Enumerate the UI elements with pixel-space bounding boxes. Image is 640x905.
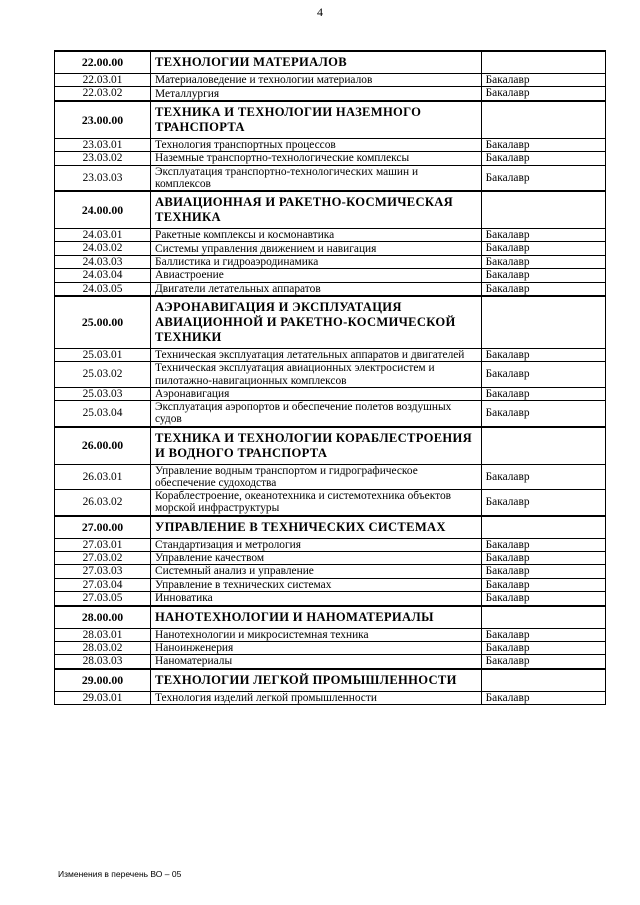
table-row bbox=[55, 349, 606, 362]
specialty-code: 28.03.01 bbox=[55, 628, 151, 641]
degree-level: Бакалавр bbox=[481, 655, 605, 669]
degree-level: Бакалавр bbox=[481, 138, 605, 151]
table-row bbox=[55, 578, 606, 591]
specialty-name: Управление в технических системах bbox=[151, 578, 482, 591]
specialty-code: 27.03.03 bbox=[55, 565, 151, 578]
table-row bbox=[55, 490, 606, 516]
table-row bbox=[55, 628, 606, 641]
specialty-name: Техническая эксплуатация летательных аппаратов и двигателей bbox=[151, 349, 482, 362]
specialty-code: 23.03.01 bbox=[55, 138, 151, 151]
specialty-name: Техническая эксплуатация авиационных электросистем и пилотажно-навигационных комплексов bbox=[151, 362, 482, 387]
specialty-name: Наноинженерия bbox=[151, 641, 482, 654]
group-level-empty bbox=[481, 606, 605, 629]
table-row bbox=[55, 282, 606, 296]
specialty-name: Эксплуатация аэропортов и обеспечение полетов воздушных судов bbox=[151, 401, 482, 427]
degree-level: Бакалавр bbox=[481, 269, 605, 282]
degree-level: Бакалавр bbox=[481, 490, 605, 516]
degree-level: Бакалавр bbox=[481, 538, 605, 551]
table-row bbox=[55, 655, 606, 669]
specialty-name: Авиастроение bbox=[151, 269, 482, 282]
group-level-empty bbox=[481, 516, 605, 539]
table-row bbox=[55, 592, 606, 606]
group-name: УПРАВЛЕНИЕ В ТЕХНИЧЕСКИХ СИСТЕМАХ bbox=[151, 516, 482, 539]
table-row bbox=[55, 152, 606, 165]
degree-level: Бакалавр bbox=[481, 255, 605, 268]
table-row bbox=[55, 242, 606, 255]
specialty-name: Управление качеством bbox=[151, 551, 482, 564]
specialty-name: Баллистика и гидроаэродинамика bbox=[151, 255, 482, 268]
specialty-code: 24.03.05 bbox=[55, 282, 151, 296]
table-row bbox=[55, 229, 606, 242]
specialty-name: Наноматериалы bbox=[151, 655, 482, 669]
group-level-empty bbox=[481, 191, 605, 229]
table-row bbox=[55, 387, 606, 400]
specialty-code: 24.03.03 bbox=[55, 255, 151, 268]
specialty-code: 24.03.04 bbox=[55, 269, 151, 282]
specialty-code: 25.03.03 bbox=[55, 387, 151, 400]
table-row bbox=[55, 362, 606, 387]
table-row bbox=[55, 641, 606, 654]
table-body bbox=[55, 51, 606, 705]
specialty-code: 23.03.02 bbox=[55, 152, 151, 165]
table-row bbox=[55, 551, 606, 564]
table-row bbox=[55, 255, 606, 268]
group-code: 23.00.00 bbox=[55, 101, 151, 139]
specialty-code: 25.03.01 bbox=[55, 349, 151, 362]
group-row bbox=[55, 191, 606, 229]
group-code: 27.00.00 bbox=[55, 516, 151, 539]
specialty-name: Металлургия bbox=[151, 87, 482, 101]
specialty-name: Эксплуатация транспортно-технологических машин и комплексов bbox=[151, 165, 482, 191]
specialty-code: 22.03.01 bbox=[55, 74, 151, 87]
group-name: ТЕХНОЛОГИИ ЛЕГКОЙ ПРОМЫШЛЕННОСТИ bbox=[151, 669, 482, 692]
table-row bbox=[55, 165, 606, 191]
group-code: 24.00.00 bbox=[55, 191, 151, 229]
group-code: 25.00.00 bbox=[55, 296, 151, 349]
group-row bbox=[55, 101, 606, 139]
specialty-code: 29.03.01 bbox=[55, 691, 151, 704]
specialties-table bbox=[54, 50, 606, 705]
group-row bbox=[55, 296, 606, 349]
page-number: 4 bbox=[317, 5, 323, 19]
group-row bbox=[55, 669, 606, 692]
table-row bbox=[55, 87, 606, 101]
table-row bbox=[55, 565, 606, 578]
degree-level: Бакалавр bbox=[481, 152, 605, 165]
table-row bbox=[55, 464, 606, 489]
group-code: 22.00.00 bbox=[55, 51, 151, 74]
specialty-name: Системы управления движением и навигация bbox=[151, 242, 482, 255]
specialty-name: Технология изделий легкой промышленности bbox=[151, 691, 482, 704]
group-code: 26.00.00 bbox=[55, 427, 151, 465]
group-level-empty bbox=[481, 427, 605, 465]
specialty-code: 25.03.04 bbox=[55, 401, 151, 427]
footer-note: Изменения в перечень ВО – 05 bbox=[58, 869, 182, 879]
degree-level: Бакалавр bbox=[481, 229, 605, 242]
specialty-name: Управление водным транспортом и гидрографическое обеспечение судоходства bbox=[151, 464, 482, 489]
group-name: ТЕХНИКА И ТЕХНОЛОГИИ НАЗЕМНОГО ТРАНСПОРТА bbox=[151, 101, 482, 139]
group-name: ТЕХНИКА И ТЕХНОЛОГИИ КОРАБЛЕСТРОЕНИЯ И ВОДНОГО ТРАНСПОРТА bbox=[151, 427, 482, 465]
group-level-empty bbox=[481, 51, 605, 74]
table-row bbox=[55, 691, 606, 704]
group-row bbox=[55, 606, 606, 629]
group-row bbox=[55, 516, 606, 539]
table-row bbox=[55, 538, 606, 551]
specialty-name: Технология транспортных процессов bbox=[151, 138, 482, 151]
degree-level: Бакалавр bbox=[481, 464, 605, 489]
degree-level: Бакалавр bbox=[481, 242, 605, 255]
specialty-name: Инноватика bbox=[151, 592, 482, 606]
group-code: 28.00.00 bbox=[55, 606, 151, 629]
table-row bbox=[55, 74, 606, 87]
specialty-code: 26.03.01 bbox=[55, 464, 151, 489]
group-name: ТЕХНОЛОГИИ МАТЕРИАЛОВ bbox=[151, 51, 482, 74]
specialty-code: 23.03.03 bbox=[55, 165, 151, 191]
specialty-code: 27.03.02 bbox=[55, 551, 151, 564]
specialty-name: Двигатели летательных аппаратов bbox=[151, 282, 482, 296]
specialty-name: Системный анализ и управление bbox=[151, 565, 482, 578]
degree-level: Бакалавр bbox=[481, 691, 605, 704]
specialty-code: 24.03.02 bbox=[55, 242, 151, 255]
specialty-code: 27.03.05 bbox=[55, 592, 151, 606]
group-code: 29.00.00 bbox=[55, 669, 151, 692]
degree-level: Бакалавр bbox=[481, 74, 605, 87]
table-row bbox=[55, 269, 606, 282]
group-level-empty bbox=[481, 101, 605, 139]
group-name: АВИАЦИОННАЯ И РАКЕТНО-КОСМИЧЕСКАЯ ТЕХНИКА bbox=[151, 191, 482, 229]
group-row bbox=[55, 51, 606, 74]
specialty-name: Наземные транспортно-технологические комплексы bbox=[151, 152, 482, 165]
specialty-code: 22.03.02 bbox=[55, 87, 151, 101]
group-name: НАНОТЕХНОЛОГИИ И НАНОМАТЕРИАЛЫ bbox=[151, 606, 482, 629]
degree-level: Бакалавр bbox=[481, 165, 605, 191]
specialty-name: Стандартизация и метрология bbox=[151, 538, 482, 551]
degree-level: Бакалавр bbox=[481, 628, 605, 641]
degree-level: Бакалавр bbox=[481, 282, 605, 296]
specialty-name: Нанотехнологии и микросистемная техника bbox=[151, 628, 482, 641]
specialty-name: Материаловедение и технологии материалов bbox=[151, 74, 482, 87]
table-row bbox=[55, 138, 606, 151]
specialty-code: 28.03.02 bbox=[55, 641, 151, 654]
specialty-name: Кораблестроение, океанотехника и системотехника объектов морской инфраструктуры bbox=[151, 490, 482, 516]
degree-level: Бакалавр bbox=[481, 565, 605, 578]
degree-level: Бакалавр bbox=[481, 551, 605, 564]
specialty-name: Аэронавигация bbox=[151, 387, 482, 400]
degree-level: Бакалавр bbox=[481, 641, 605, 654]
specialty-code: 24.03.01 bbox=[55, 229, 151, 242]
degree-level: Бакалавр bbox=[481, 87, 605, 101]
degree-level: Бакалавр bbox=[481, 387, 605, 400]
degree-level: Бакалавр bbox=[481, 592, 605, 606]
specialty-code: 25.03.02 bbox=[55, 362, 151, 387]
group-level-empty bbox=[481, 296, 605, 349]
specialty-code: 26.03.02 bbox=[55, 490, 151, 516]
degree-level: Бакалавр bbox=[481, 401, 605, 427]
degree-level: Бакалавр bbox=[481, 578, 605, 591]
specialty-code: 28.03.03 bbox=[55, 655, 151, 669]
group-row bbox=[55, 427, 606, 465]
specialty-code: 27.03.04 bbox=[55, 578, 151, 591]
group-level-empty bbox=[481, 669, 605, 692]
table-row bbox=[55, 401, 606, 427]
degree-level: Бакалавр bbox=[481, 362, 605, 387]
group-name: АЭРОНАВИГАЦИЯ И ЭКСПЛУАТАЦИЯ АВИАЦИОННОЙ И РАКЕТНО-КОСМИЧЕСКОЙ ТЕХНИКИ bbox=[151, 296, 482, 349]
specialty-name: Ракетные комплексы и космонавтика bbox=[151, 229, 482, 242]
specialty-code: 27.03.01 bbox=[55, 538, 151, 551]
degree-level: Бакалавр bbox=[481, 349, 605, 362]
